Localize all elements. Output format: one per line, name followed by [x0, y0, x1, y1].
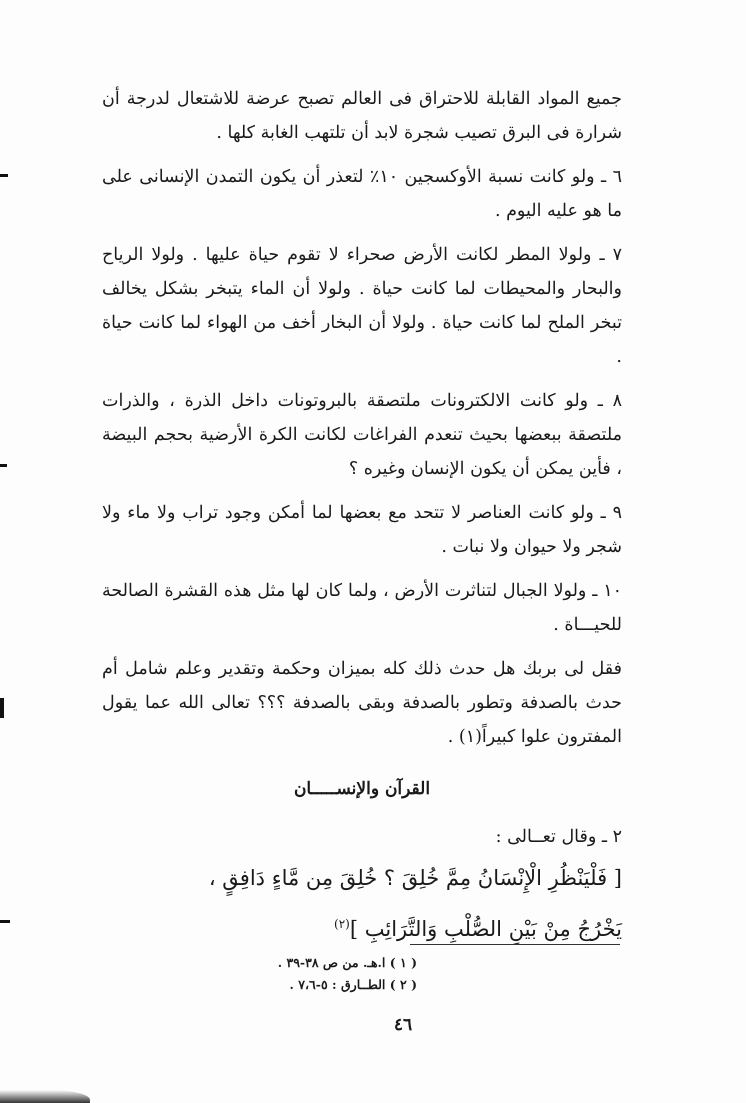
scan-margin-mark — [0, 174, 8, 177]
page-number: ٤٦ — [393, 1015, 413, 1035]
paragraph-item-6: ٦ ـ ولو كانت نسبة الأوكسجين ١٠٪ لتعذر أن يكون التمدن الإنسانى على ما هو عليه اليوم . — [102, 167, 622, 221]
scan-edge-shadow — [0, 1090, 90, 1103]
scan-margin-mark — [0, 920, 10, 923]
footnote-1: ( ١ ) ا.هـ. من ص ٣٨-٣٩ . — [277, 955, 417, 970]
section-heading: القرآن والإنســـــان — [293, 779, 431, 799]
paragraph-conclusion: فقل لى بربك هل حدث ذلك كله بميزان وحكمة وتقدير وعلم شامل أم حدث بالصدفة وتطور بالصدفة وبقى بالصدفة ؟؟؟ تعالى الله عما يقول المفترون علوا كبيراً(١) . — [102, 659, 622, 747]
footnote-divider — [410, 944, 620, 945]
paragraph-item-10: ١٠ ـ ولولا الجبال لتناثرت الأرض ، ولما كان لها مثل هذه القشرة الصالحة للحيـــاة . — [102, 581, 622, 635]
paragraph-item-8: ٨ ـ ولو كانت الالكترونات ملتصقة بالبروتونات داخل الذرة ، والذرات ملتصقة ببعضها بحيث تنعدم الفراغات لكانت الكرة الأرضية بحجم البيضة ، فأين يمكن أن يكون الإنسان وغيره ؟ — [102, 391, 622, 479]
scan-margin-mark — [0, 464, 7, 467]
scan-margin-mark — [0, 698, 4, 718]
footnote-2: ( ٢ ) الطــارق : ٥-٧،٦ . — [289, 977, 417, 992]
paragraph-item-7: ٧ ـ ولولا المطر لكانت الأرض صحراء لا تقوم حياة عليها . ولولا الرياح والبحار والمحيطات لما كانت حياة . ولولا أن الماء يتبخر بشكل يخالف تبخر الملح لما كانت حياة . ولولا أن البخار أخف من الهواء لما كانت حياة . — [102, 245, 622, 367]
paragraph-item-9: ٩ ـ ولو كانت العناصر لا تتحد مع بعضها لما أمكن وجود تراب ولا ماء ولا شجر ولا حيوان ولا نبات . — [102, 503, 622, 557]
paragraph-continuation: جميع المواد القابلة للاحتراق فى العالم تصبح عرضة للاشتعال لدرجة أن شرارة فى البرق تصيب شجرة لابد أن تلتهب الغابة كلها . — [102, 89, 622, 143]
body-text — [102, 82, 622, 951]
footnotes — [102, 952, 622, 996]
quran-verse-line-1: [ فَلْيَنْظُرِ الْإِنْسَانُ مِمَّ خُلِقَ ؟ خُلِقَ مِن مَّاءٍ دَافِقٍ ، — [208, 866, 622, 890]
verse-intro: ٢ ـ وقال تعــالى : — [495, 827, 622, 847]
footnote-ref-2: (٢) — [334, 917, 350, 931]
quran-verse-line-2-text: يَخْرُجُ مِنْ بَيْنِ الصُّلْبِ وَالتَّرَائِبِ ] — [349, 917, 622, 941]
